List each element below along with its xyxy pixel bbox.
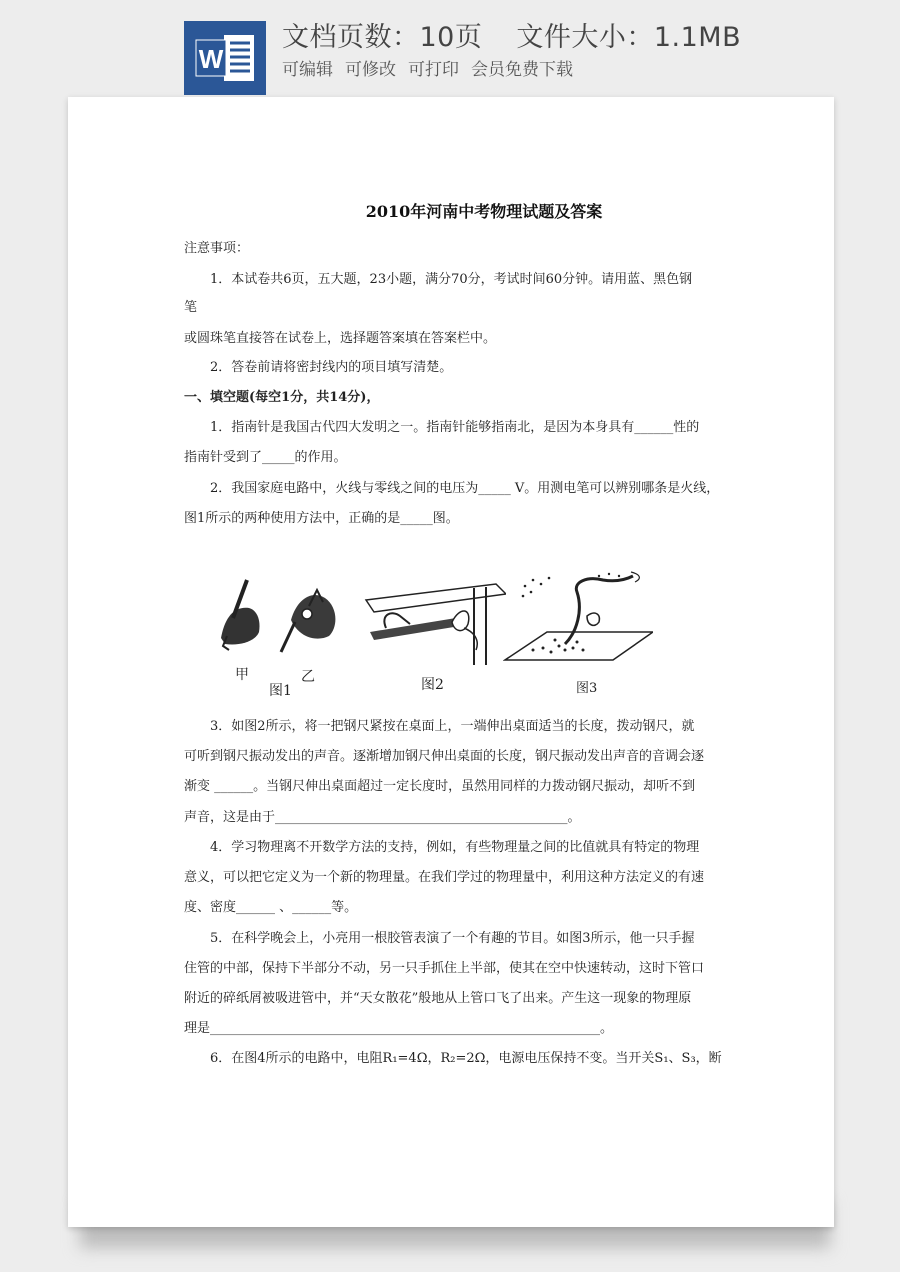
question-5-cont2: 附近的碎纸屑被吸进管中，并“天女散花”般地从上管口飞了出来。产生这一现象的物理原 xyxy=(184,991,692,1006)
file-size: 文件大小：1.1MB xyxy=(516,22,742,53)
document-info-header xyxy=(0,0,900,100)
word-icon-letter: W xyxy=(198,44,224,74)
file-meta xyxy=(282,20,775,82)
question-3: 3．如图2所示，将一把钢尺紧按在桌面上，一端伸出桌面适当的长度，拨动钢尺，就 xyxy=(210,719,695,734)
figure-1-label-jia: 甲 xyxy=(235,667,249,683)
figure-1-label-yi: 乙 xyxy=(301,669,315,685)
notice-item-1-cont2: 或圆珠笔直接答在试卷上，选择题答案填在答案栏中。 xyxy=(184,331,497,346)
question-4: 4．学习物理离不开数学方法的支持，例如，有些物理量之间的比值就具有特定的物理 xyxy=(210,840,700,855)
question-2-cont: 图1所示的两种使用方法中，正确的是_____图。 xyxy=(184,511,459,526)
question-1: 1．指南针是我国古代四大发明之一。指南针能够指南北，是因为本身具有______性的 xyxy=(210,420,700,435)
figure-1-caption: 图1 xyxy=(269,683,292,699)
figure-2-caption: 图2 xyxy=(421,677,444,693)
figure-1-test-pencil-illustration xyxy=(213,576,348,656)
feature-editable: 可编辑 xyxy=(282,60,333,80)
notice-item-2: 2．答卷前请将密封线内的项目填写清楚。 xyxy=(210,360,453,375)
question-6: 6．在图4所示的电路中，电阻R₁=4Ω，R₂=2Ω，电源电压保持不变。当开关S₁、S₃，断 xyxy=(210,1051,722,1066)
figure-3-caption: 图3 xyxy=(576,681,598,696)
question-5-cont3: 理是____________________________________________________________。 xyxy=(184,1021,614,1036)
feature-printable: 可打印 xyxy=(408,60,459,80)
notice-item-1: 1．本试卷共6页，五大题，23小题，满分70分，考试时间60分钟。请用蓝、黑色钢 xyxy=(210,272,693,287)
question-5: 5．在科学晚会上，小亮用一根胶管表演了一个有趣的节目。如图3所示，他一只手握 xyxy=(210,931,695,946)
question-5-cont: 住管的中部，保持下半部分不动，另一只手抓住上半部，使其在空中快速转动，这时下管口 xyxy=(184,961,705,976)
notice-heading: 注意事项： xyxy=(184,241,250,256)
feature-modifiable: 可修改 xyxy=(345,60,396,80)
section-heading-fill-in: 一、填空题(每空1分，共14分)， xyxy=(184,390,380,405)
document-page xyxy=(68,97,834,1227)
document-title: 2010年河南中考物理试题及答案 xyxy=(365,202,603,221)
word-document-icon xyxy=(184,21,266,95)
question-3-cont: 可听到钢尺振动发出的声音。逐渐增加钢尺伸出桌面的长度，钢尺振动发出声音的音调会逐 xyxy=(184,749,705,764)
page-count: 文档页数：10页 xyxy=(282,22,483,53)
question-1-cont: 指南针受到了_____的作用。 xyxy=(184,450,347,465)
question-2: 2．我国家庭电路中，火线与零线之间的电压为_____ V。用测电笔可以辨别哪条是火线， xyxy=(210,481,720,496)
question-3-cont3: 声音，这是由于_____________________________________________。 xyxy=(184,810,581,825)
question-4-cont: 意义，可以把它定义为一个新的物理量。在我们学过的物理量中，利用这种方法定义的有速 xyxy=(184,870,705,885)
feature-list xyxy=(282,58,775,82)
figure-3-hose-paper-illustration xyxy=(503,570,653,670)
figures-row xyxy=(213,570,658,699)
question-3-cont2: 渐变 ______。当钢尺伸出桌面超过一定长度时，虽然用同样的力拨动钢尺振动，却听不到 xyxy=(184,779,696,794)
question-4-cont2: 度、密度______ 、______等。 xyxy=(184,900,358,915)
figure-2-steel-ruler-illustration xyxy=(356,570,506,665)
notice-item-1-cont: 笔 xyxy=(184,300,198,315)
feature-member-download: 会员免费下载 xyxy=(471,60,573,80)
